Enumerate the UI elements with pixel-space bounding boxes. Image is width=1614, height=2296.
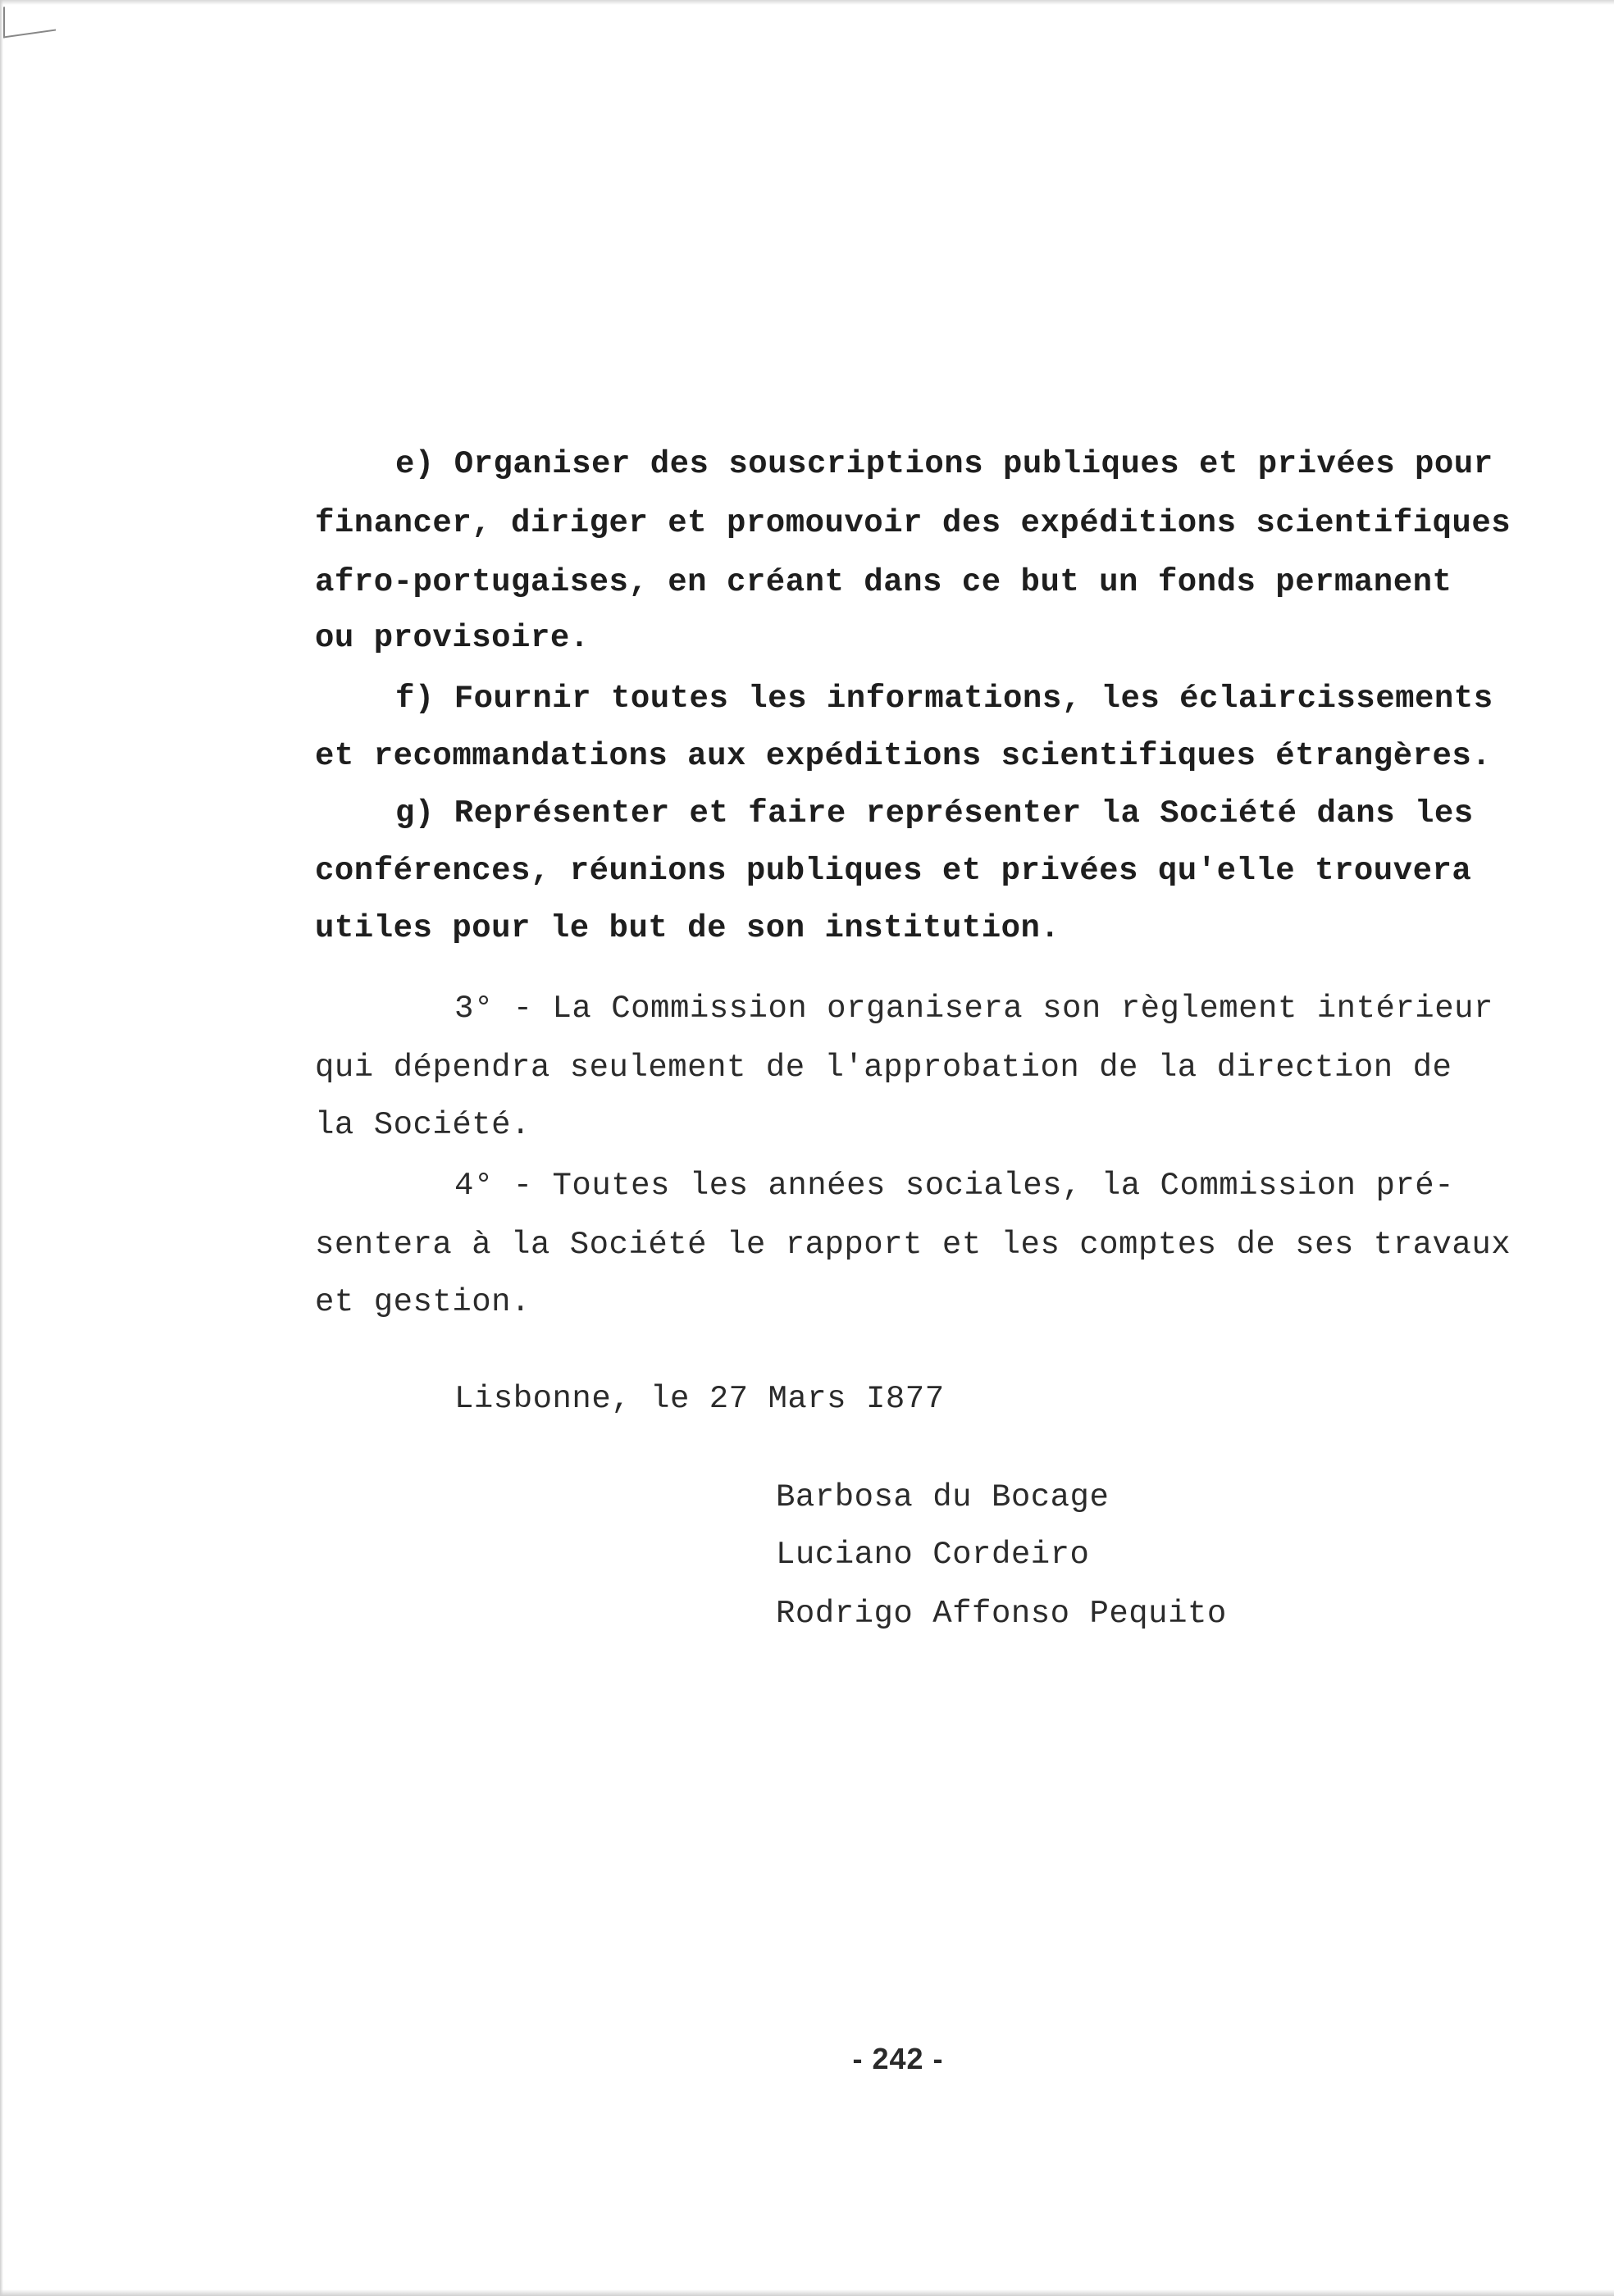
signatory-3: Rodrigo Affonso Pequito <box>776 1596 1227 1632</box>
paragraph-e-line-1: e) Organiser des souscriptions publiques et privées pour <box>395 446 1493 482</box>
paragraph-e-line-4: ou provisoire. <box>315 620 590 656</box>
paragraph-f-line-2: et recommandations aux expéditions scientifiques étrangères. <box>315 738 1492 774</box>
page-number: - 242 - <box>852 2042 944 2075</box>
article-3-line-2: qui dépendra seulement de l'approbation de la direction de <box>315 1050 1452 1086</box>
article-4-line-1: 4° - Toutes les années sociales, la Commission pré- <box>454 1168 1455 1204</box>
article-3-line-1: 3° - La Commission organisera son règlement intérieur <box>454 991 1493 1027</box>
scan-corner-mark <box>3 0 56 38</box>
article-4-line-3: et gestion. <box>315 1284 531 1320</box>
scan-edge-top <box>0 0 1614 5</box>
dateline: Lisbonne, le 27 Mars I877 <box>454 1381 945 1417</box>
paragraph-e-line-3: afro-portugaises, en créant dans ce but un fonds permanent <box>315 564 1452 600</box>
paragraph-e-line-2: financer, diriger et promouvoir des expéditions scientifiques <box>315 505 1511 541</box>
paragraph-g-line-1: g) Représenter et faire représenter la Société dans les <box>395 795 1474 831</box>
article-3-line-3: la Société. <box>315 1107 531 1143</box>
article-4-line-2: sentera à la Société le rapport et les comptes de ses travaux <box>315 1227 1511 1263</box>
scan-edge-left <box>0 0 3 2296</box>
signatory-1: Barbosa du Bocage <box>776 1479 1110 1515</box>
paragraph-f-line-1: f) Fournir toutes les informations, les éclaircissements <box>395 681 1493 717</box>
paragraph-g-line-3: utiles pour le but de son institution. <box>315 910 1060 946</box>
paragraph-g-line-2: conférences, réunions publiques et privées qu'elle trouvera <box>315 853 1472 889</box>
signatory-2: Luciano Cordeiro <box>776 1537 1090 1573</box>
scan-edge-bottom <box>0 2289 1614 2296</box>
